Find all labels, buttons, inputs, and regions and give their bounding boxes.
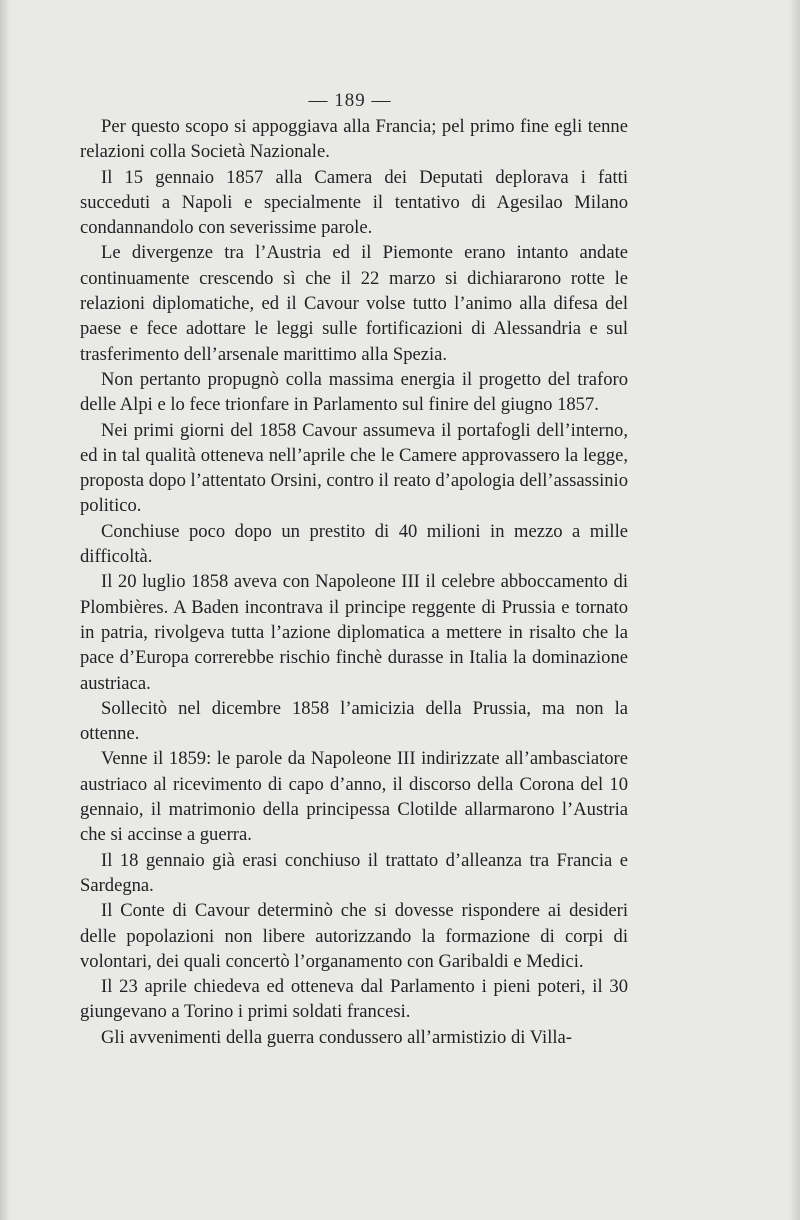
paragraph-1: Per questo scopo si appoggiava alla Francia; pel primo fine egli tenne relazioni colla Società Nazionale.	[80, 116, 628, 163]
paragraph-9: Venne il 1859: le parole da Napoleone III indirizzate all’ambasciatore austriaco al ricevimento di capo d’anno, il discorso della Corona del 10 gennaio, il matrimonio della principessa Clotilde allarmarono l’Austria che si accinse a guerra.	[80, 748, 628, 846]
paragraph-8: Sollecitò nel dicembre 1858 l’amicizia della Prussia, ma non la ottenne.	[80, 697, 628, 745]
paragraph-6: Conchiuse poco dopo un prestito di 40 milioni in mezzo a mille difficoltà.	[80, 520, 628, 568]
paragraph-11: Il Conte di Cavour determinò che si dovesse rispondere ai desideri delle popolazioni non libere autorizzando la formazione di corpi di volontari, dei quali concertò l’organamento con Garibaldi e Medici.	[80, 900, 628, 972]
paragraph-3: Le divergenze tra l’Austria ed il Piemonte erano intanto andate continuamente crescendo sì che il 22 marzo si dichiararono rotte le relazioni diplomatiche, ed il Cavour volse tutto l’animo alla difesa del paese e fece adottare le leggi sulle fortificazioni di Alessandria e sul trasferimento dell’arsenale marittimo alla Spezia.	[80, 242, 628, 365]
body-text	[80, 114, 628, 1050]
paragraph-4: Non pertanto propugnò colla massima energia il progetto del traforo delle Alpi e lo fece trionfare in Parlamento sul finire del giugno 1857.	[80, 368, 628, 416]
paragraph-7: Il 20 luglio 1858 aveva con Napoleone III il celebre abboccamento di Plombières. A Baden incontrava il principe reggente di Prussia e tornato in patria, rivolgeva tutta l’azione diplomatica a mettere in risalto che la pace d’Europa correrebbe rischio finchè durasse in Italia la dominazione austriaca.	[80, 571, 628, 694]
paragraph-10: Il 18 gennaio già erasi conchiuso il trattato d’alleanza tra Francia e Sardegna.	[80, 849, 628, 896]
paragraph-2: Il 15 gennaio 1857 alla Camera dei Deputati deplorava i fatti succeduti a Napoli e specialmente il tentativo di Agesilao Milano condannandolo con severissime parole.	[80, 166, 628, 239]
paragraph-5: Nei primi giorni del 1858 Cavour assumeva il portafogli dell’interno, ed in tal qualità otteneva nell’aprile che le Camere approvassero la legge, proposta dopo l’attentato Orsini, contro il reato d’apologia dell’assassinio politico.	[80, 419, 628, 517]
paragraph-13: Gli avvenimenti della guerra condussero all’armistizio di Villa-	[101, 1026, 572, 1048]
page-number: — 189 —	[308, 90, 392, 111]
paragraph-12: Il 23 aprile chiedeva ed otteneva dal Parlamento i pieni poteri, il 30 giungevano a Torino i primi soldati francesi.	[80, 976, 628, 1023]
